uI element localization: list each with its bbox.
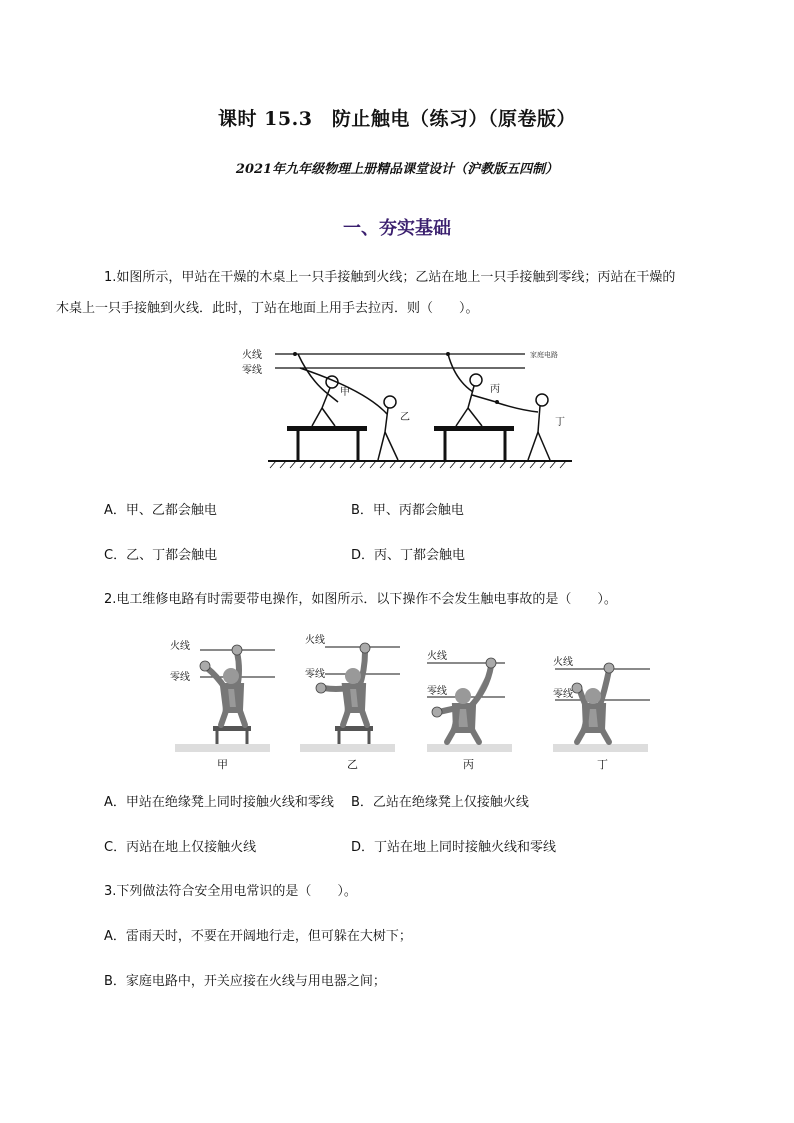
q2-label-bing: 丙 <box>463 758 474 771</box>
q1-option-d[interactable]: D．丙、丁都会触电 <box>351 548 466 563</box>
q1-label-bing: 丙 <box>490 384 500 395</box>
question-3-text: 3.下列做法符合安全用电常识的是（ ）。 <box>104 884 357 899</box>
q2-p4-live-label: 火线 <box>553 657 573 668</box>
section-title: 一、夯实基础 <box>343 218 451 239</box>
q2-p3-live-label: 火线 <box>427 651 447 662</box>
q2-p1-neutral-label: 零线 <box>170 672 190 683</box>
question-2-text: 2.电工维修电路有时需要带电操作，如图所示．以下操作不会发生触电事故的是（ ）。 <box>104 592 617 607</box>
q2-p3-neutral-label: 零线 <box>427 686 447 697</box>
figure-q1 <box>240 340 580 470</box>
q2-p2-live-label: 火线 <box>305 635 325 646</box>
q1-option-b[interactable]: B．甲、丙都会触电 <box>351 503 464 518</box>
figure-q2 <box>165 630 665 775</box>
q2-panel-yi <box>300 643 400 752</box>
q1-option-c[interactable]: C．乙、丁都会触电 <box>104 548 218 563</box>
q2-option-b[interactable]: B．乙站在绝缘凳上仅接触火线 <box>351 795 529 810</box>
q1-live-wire-label: 火线 <box>242 350 262 361</box>
q1-label-ding: 丁 <box>555 417 565 428</box>
q1-option-a[interactable]: A．甲、乙都会触电 <box>104 503 217 518</box>
q1-neutral-wire-label: 零线 <box>242 365 262 376</box>
page-subtitle: 2021年九年级物理上册精品课堂设计（沪教版五四制） <box>235 162 559 177</box>
q2-label-jia: 甲 <box>217 758 228 771</box>
q3-option-a[interactable]: A．雷雨天时，不要在开阔地行走，但可躲在大树下； <box>104 929 412 944</box>
q1-figure-bing <box>448 354 496 426</box>
q1-label-jia: 甲 <box>340 387 350 398</box>
question-1-line2: 木桌上一只手接触到火线．此时，丁站在地面上用手去拉丙．则（ ）。 <box>56 301 479 316</box>
q2-label-ding: 丁 <box>597 758 608 771</box>
q2-p4-neutral-label: 零线 <box>553 689 573 700</box>
q1-label-yi: 乙 <box>400 412 410 423</box>
q2-option-c[interactable]: C．丙站在地上仅接触火线 <box>104 840 257 855</box>
q3-option-b[interactable]: B．家庭电路中，开关应接在火线与用电器之间； <box>104 974 386 989</box>
q1-figure-jia <box>298 354 338 426</box>
q2-p1-live-label: 火线 <box>170 641 190 652</box>
q2-p2-neutral-label: 零线 <box>305 669 325 680</box>
page-title: 课时 15.3 防止触电（练习）（原卷版） <box>218 108 576 130</box>
q2-label-yi: 乙 <box>347 758 358 771</box>
q1-household-label: 家庭电路 <box>530 351 558 359</box>
q2-option-d[interactable]: D．丁站在地上同时接触火线和零线 <box>351 840 557 855</box>
q2-option-a[interactable]: A．甲站在绝缘凳上同时接触火线和零线 <box>104 795 334 810</box>
q2-panel-bing <box>427 658 512 752</box>
q2-panel-ding <box>553 663 650 752</box>
question-1-text <box>56 262 720 324</box>
q2-panel-jia <box>175 645 275 752</box>
question-1-line1: 1.如图所示，甲站在干燥的木桌上一只手接触到火线；乙站在地上一只手接触到零线；丙站在干燥的 <box>104 270 676 285</box>
